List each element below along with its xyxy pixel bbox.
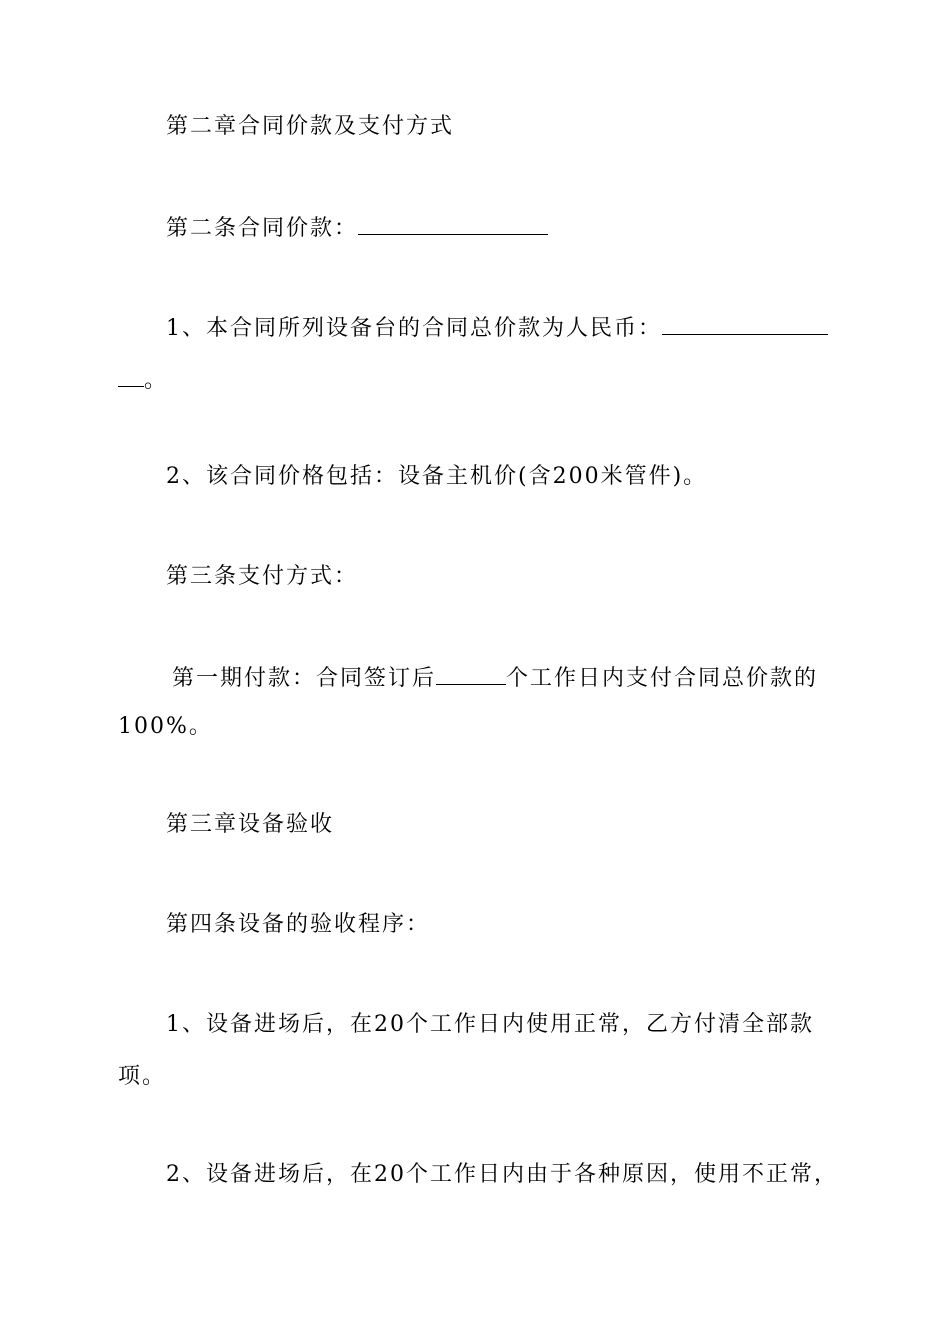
chapter-2-heading-text: 第二章合同价款及支付方式 <box>166 114 455 139</box>
clause-1-total-price <box>166 314 838 342</box>
chapter-3-heading <box>166 812 838 838</box>
article-4-text: 第四条设备的验收程序： <box>166 912 431 937</box>
acceptance-clause-1-continuation <box>118 1064 838 1090</box>
first-payment-text-end: 个工作日内支付合同总价款的 <box>506 666 819 691</box>
acceptance-clause-1-end: 项。 <box>118 1064 167 1089</box>
first-payment-text-start: 第一期付款：合同签订后 <box>172 666 437 691</box>
article-4-acceptance-procedure <box>166 912 838 938</box>
chapter-3-heading-text: 第三章设备验收 <box>166 812 335 837</box>
acceptance-clause-1-text: 1、设备进场后，在20个工作日内使用正常，乙方付清全部款 <box>166 1012 814 1037</box>
total-price-blank-continued <box>118 366 144 387</box>
clause-2-price-includes <box>166 464 838 490</box>
chapter-2-heading <box>166 114 838 140</box>
article-2-contract-price <box>166 214 838 242</box>
first-payment-percent: 100%。 <box>118 714 213 739</box>
article-2-text: 第二条合同价款： <box>166 216 359 241</box>
article-3-payment-method <box>166 564 838 590</box>
working-days-blank <box>436 664 506 685</box>
first-payment <box>172 664 844 692</box>
first-payment-continuation <box>118 714 838 740</box>
acceptance-clause-2 <box>166 1162 838 1188</box>
acceptance-clause-2-text: 2、设备进场后，在20个工作日内由于各种原因，使用不正常， <box>166 1162 838 1187</box>
clause-1-continuation <box>118 366 838 394</box>
price-blank <box>358 214 548 235</box>
clause-1-text: 1、本合同所列设备台的合同总价款为人民币： <box>166 316 662 341</box>
article-3-text: 第三条支付方式： <box>166 564 359 589</box>
clause-1-end: 。 <box>144 368 169 393</box>
clause-2-text: 2、该合同价格包括：设备主机价(含200米管件)。 <box>166 464 708 489</box>
total-price-blank <box>662 314 828 335</box>
acceptance-clause-1 <box>166 1012 838 1038</box>
